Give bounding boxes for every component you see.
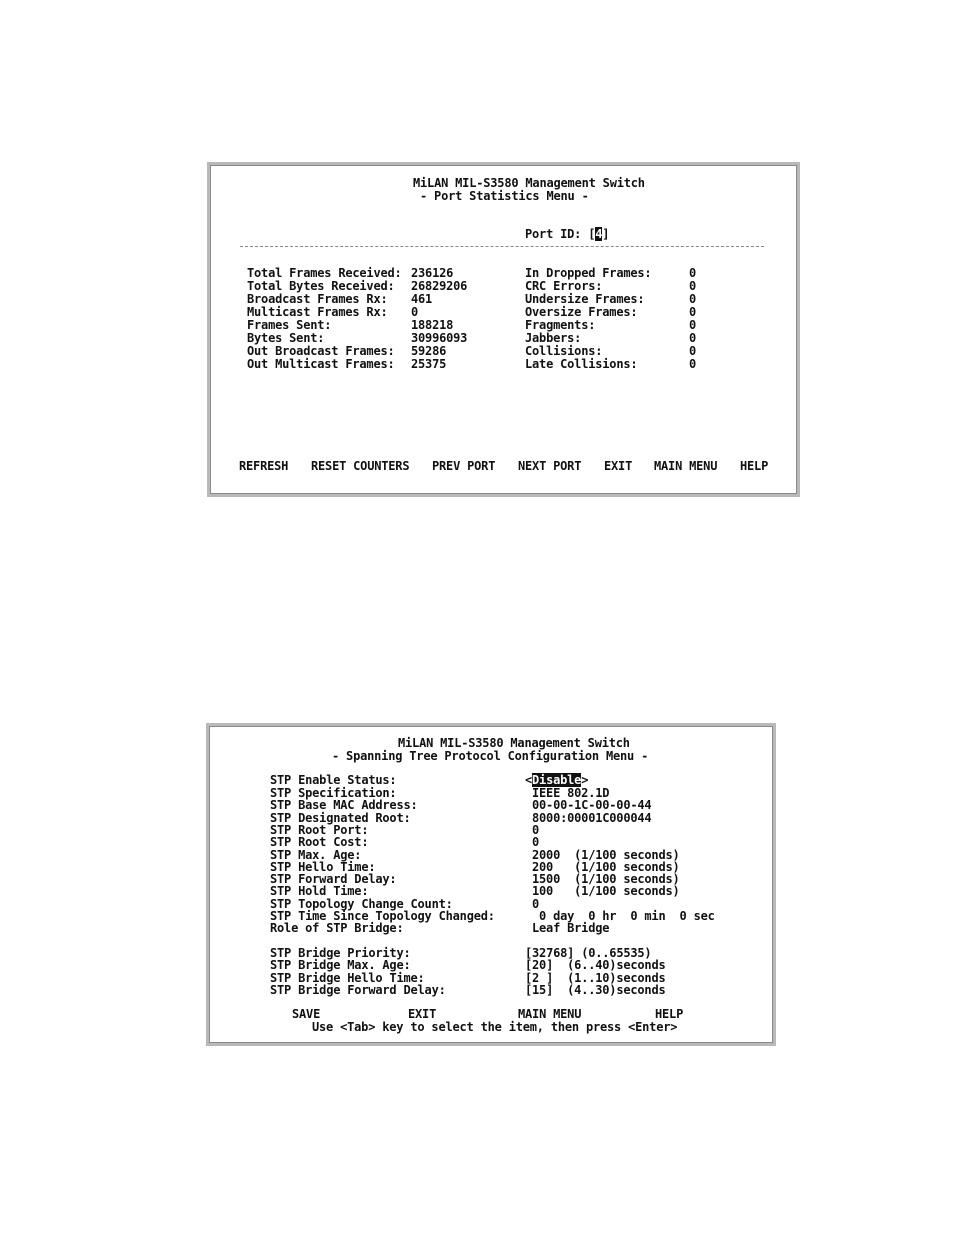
stat-value: 59286 <box>411 344 447 358</box>
stat-label: In Dropped Frames: <box>525 266 652 280</box>
stat-value: 0 <box>689 305 697 319</box>
hint-text: Use <Tab> key to select the item, then press <Enter> <box>312 1020 678 1034</box>
select-close: > <box>581 773 589 787</box>
main-menu-button[interactable]: MAIN MENU <box>654 459 718 473</box>
stat-value: 25375 <box>411 357 447 371</box>
next-port-button[interactable]: NEXT PORT <box>518 459 582 473</box>
stat-value: 0 <box>689 357 697 371</box>
bridge-label: STP Bridge Priority: <box>270 946 411 960</box>
stat-label: Late Collisions: <box>525 357 638 371</box>
stat-value: 236126 <box>411 266 454 280</box>
stat-label: Bytes Sent: <box>247 331 325 345</box>
bridge-hello-time-field[interactable]: [2 ] (1..10)seconds <box>525 971 666 985</box>
refresh-button[interactable]: REFRESH <box>239 459 289 473</box>
info-label: STP Root Cost: <box>270 835 369 849</box>
info-value: 200 (1/100 seconds) <box>532 860 680 874</box>
stat-value: 26829206 <box>411 279 468 293</box>
info-value: 100 (1/100 seconds) <box>532 884 680 898</box>
info-label: STP Base MAC Address: <box>270 798 418 812</box>
info-label: STP Topology Change Count: <box>270 897 453 911</box>
stat-label: Collisions: <box>525 344 603 358</box>
stat-label: Multicast Frames Rx: <box>247 305 388 319</box>
info-value: 2000 (1/100 seconds) <box>532 848 680 862</box>
stat-value: 0 <box>689 318 697 332</box>
info-label: STP Max. Age: <box>270 848 362 862</box>
stat-value: 0 <box>689 292 697 306</box>
exit-button[interactable]: EXIT <box>408 1007 437 1021</box>
stat-value: 188218 <box>411 318 454 332</box>
info-label: Role of STP Bridge: <box>270 921 404 935</box>
info-value: Leaf Bridge <box>532 921 610 935</box>
reset-counters-button[interactable]: RESET COUNTERS <box>311 459 410 473</box>
info-label: STP Hello Time: <box>270 860 376 874</box>
stat-value: 30996093 <box>411 331 468 345</box>
screen-title: MiLAN MIL-S3580 Management Switch <box>413 176 645 190</box>
stat-label: Oversize Frames: <box>525 305 638 319</box>
port-id-field[interactable] <box>525 228 609 241</box>
info-label: STP Specification: <box>270 786 397 800</box>
bridge-label: STP Bridge Max. Age: <box>270 958 411 972</box>
stat-label: Out Broadcast Frames: <box>247 344 395 358</box>
port-statistics-screen <box>207 162 800 497</box>
help-button[interactable]: HELP <box>740 459 769 473</box>
info-label: STP Root Port: <box>270 823 369 837</box>
exit-button[interactable]: EXIT <box>604 459 633 473</box>
separator <box>240 246 764 247</box>
stat-label: Total Bytes Received: <box>247 279 395 293</box>
screen-subtitle: - Port Statistics Menu - <box>420 189 589 203</box>
bridge-label: STP Bridge Hello Time: <box>270 971 425 985</box>
bridge-max-age-field[interactable]: [20] (6..40)seconds <box>525 958 666 972</box>
screen-title: MiLAN MIL-S3580 Management Switch <box>398 736 630 750</box>
stat-label: Undersize Frames: <box>525 292 645 306</box>
stat-label: CRC Errors: <box>525 279 603 293</box>
stat-value: 461 <box>411 292 433 306</box>
info-value: 8000:00001C000044 <box>532 811 652 825</box>
info-label: STP Forward Delay: <box>270 872 397 886</box>
info-label: STP Time Since Topology Changed: <box>270 909 495 923</box>
port-id-label: Port ID: [ <box>525 227 596 241</box>
stat-value: 0 <box>689 279 697 293</box>
stat-value: 0 <box>689 344 697 358</box>
screen-subtitle: - Spanning Tree Protocol Configuration Menu - <box>332 749 649 763</box>
info-value: IEEE 802.1D <box>532 786 610 800</box>
help-button[interactable]: HELP <box>655 1007 684 1021</box>
port-id-bracket: ] <box>602 227 610 241</box>
stp-enable-value[interactable]: Disable <box>532 773 582 787</box>
stp-enable-label: STP Enable Status: <box>270 773 397 787</box>
bridge-forward-delay-field[interactable]: [15] (4..30)seconds <box>525 983 666 997</box>
stat-label: Total Frames Received: <box>247 266 402 280</box>
info-value: 0 <box>532 897 540 911</box>
main-menu-button[interactable]: MAIN MENU <box>518 1007 582 1021</box>
info-value: 1500 (1/100 seconds) <box>532 872 680 886</box>
info-label: STP Hold Time: <box>270 884 369 898</box>
port-id-input[interactable]: 4 <box>595 227 603 241</box>
prev-port-button[interactable]: PREV PORT <box>432 459 496 473</box>
save-button[interactable]: SAVE <box>292 1007 321 1021</box>
stat-value: 0 <box>689 266 697 280</box>
bridge-priority-field[interactable]: [32768] (0..65535) <box>525 946 652 960</box>
stat-label: Broadcast Frames Rx: <box>247 292 388 306</box>
stat-value: 0 <box>411 305 419 319</box>
info-value: 00-00-1C-00-00-44 <box>532 798 652 812</box>
stat-label: Fragments: <box>525 318 596 332</box>
stat-label: Jabbers: <box>525 331 582 345</box>
select-open: < <box>525 773 533 787</box>
stat-label: Out Multicast Frames: <box>247 357 395 371</box>
stat-value: 0 <box>689 331 697 345</box>
info-value: 0 <box>532 823 540 837</box>
info-value: 0 <box>532 835 540 849</box>
stat-label: Frames Sent: <box>247 318 332 332</box>
stp-configuration-screen <box>206 723 776 1046</box>
info-value: 0 day 0 hr 0 min 0 sec <box>532 909 715 923</box>
info-label: STP Designated Root: <box>270 811 411 825</box>
bridge-label: STP Bridge Forward Delay: <box>270 983 446 997</box>
